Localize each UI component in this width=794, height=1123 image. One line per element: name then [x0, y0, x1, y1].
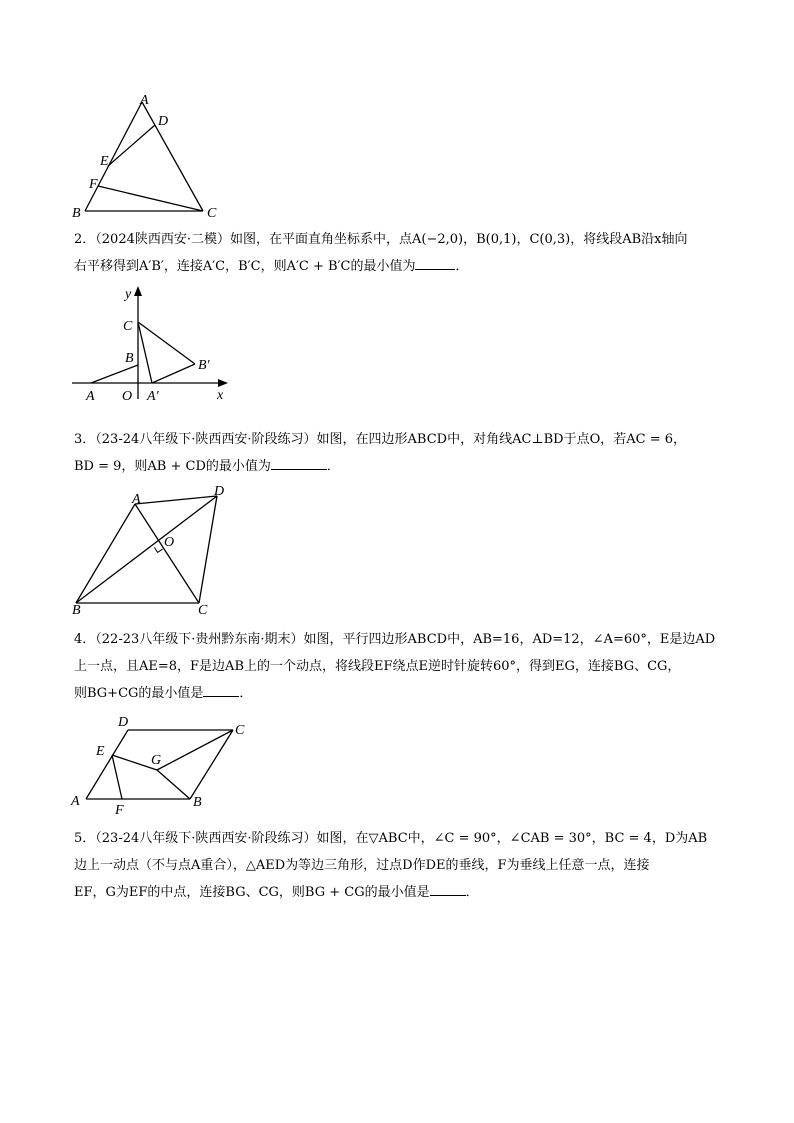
fig2-label-y: y	[125, 287, 132, 302]
question-2-line-1: 2．（2024陕西西安·二模）如图，在平面直角坐标系中，点A(−2,0)，B(0,1)，C(0,3)，将线段AB沿x轴向	[74, 232, 688, 247]
question-4-line-2: 上一点，且AE=8，F是边AB上的一个动点，将线段EF绕点E逆时针旋转60°，得到EG，连接BG、CG，	[74, 659, 681, 674]
fig2-label-A: A	[86, 389, 95, 404]
question-5	[74, 825, 734, 906]
question-3	[74, 426, 734, 480]
fig3-label-C: C	[198, 603, 208, 618]
answer-blank-5[interactable]	[430, 881, 466, 896]
question-5-line-3-text: EF，G为EF的中点，连接BG、CG，则BG + CG的最小值是	[74, 885, 430, 900]
fig4-label-B: B	[193, 795, 202, 810]
question-2	[74, 226, 734, 280]
fig2-label-x: x	[217, 388, 224, 403]
question-4-line-3-text: 则BG+CG的最小值是	[74, 686, 204, 701]
question-5-line-3	[74, 879, 734, 906]
fig2-label-A-prime: A′	[147, 389, 159, 404]
question-2-end: ．	[455, 259, 469, 274]
fig1-label-A: A	[140, 93, 149, 108]
fig1-label-E: E	[100, 154, 109, 169]
fig1-label-F: F	[89, 177, 98, 192]
fig3-label-B: B	[72, 603, 81, 618]
fig1-label-D: D	[158, 114, 169, 129]
fig3-label-A: A	[132, 492, 141, 507]
fig2-label-O: O	[122, 389, 133, 404]
fig4-label-F: F	[115, 803, 124, 818]
question-2-line-2-text: 右平移得到A′B′，连接A′C，B′C，则A′C + B′C的最小值为	[74, 259, 416, 274]
question-4	[74, 626, 734, 707]
answer-blank-3[interactable]	[271, 455, 327, 470]
figure-4-parallelogram	[60, 708, 260, 818]
fig1-label-B: B	[72, 206, 81, 221]
figure-2-coordinate-system	[60, 282, 240, 404]
fig2-label-B: B	[125, 351, 134, 366]
question-4-line-1: 4．（22-23八年级下·贵州黔东南·期末）如图，平行四边形ABCD中，AB=16，AD=12，∠A=60°，E是边AD	[74, 632, 716, 647]
answer-blank-2[interactable]	[415, 255, 455, 270]
fig2-label-C: C	[123, 319, 133, 334]
fig3-label-D: D	[214, 484, 225, 499]
question-5-line-2: 边上一动点（不与点A重合），△AED为等边三角形，过点D作DE的垂线，F为垂线上任意一点，连接	[74, 858, 650, 873]
figure-1-triangle	[60, 90, 240, 225]
question-5-end: ．	[465, 885, 479, 900]
fig4-label-D: D	[118, 715, 129, 730]
fig1-label-C: C	[207, 206, 217, 221]
figure-3-quadrilateral	[60, 483, 250, 618]
question-4-line-3	[74, 680, 734, 707]
question-3-line-1: 3．（23-24八年级下·陕西西安·阶段练习）如图，在四边形ABCD中，对角线AC⊥BD于点O，若AC = 6，	[74, 432, 687, 447]
question-2-line-2	[74, 253, 734, 280]
fig3-label-O: O	[164, 535, 175, 550]
fig4-label-G: G	[151, 753, 162, 768]
fig4-label-C: C	[235, 723, 245, 738]
fig2-label-B-prime: B′	[198, 358, 210, 373]
question-3-line-2-text: BD = 9，则AB + CD的最小值为	[74, 459, 271, 474]
question-3-line-2	[74, 453, 734, 480]
question-3-end: ．	[326, 459, 340, 474]
fig4-label-E: E	[96, 744, 105, 759]
question-4-end: ．	[239, 686, 253, 701]
question-5-line-1: 5．（23-24八年级下·陕西西安·阶段练习）如图，在▽ABC中，∠C = 90°，∠CAB = 30°，BC = 4，D为AB	[74, 831, 708, 846]
answer-blank-4[interactable]	[203, 682, 239, 697]
fig4-label-A: A	[71, 794, 80, 809]
